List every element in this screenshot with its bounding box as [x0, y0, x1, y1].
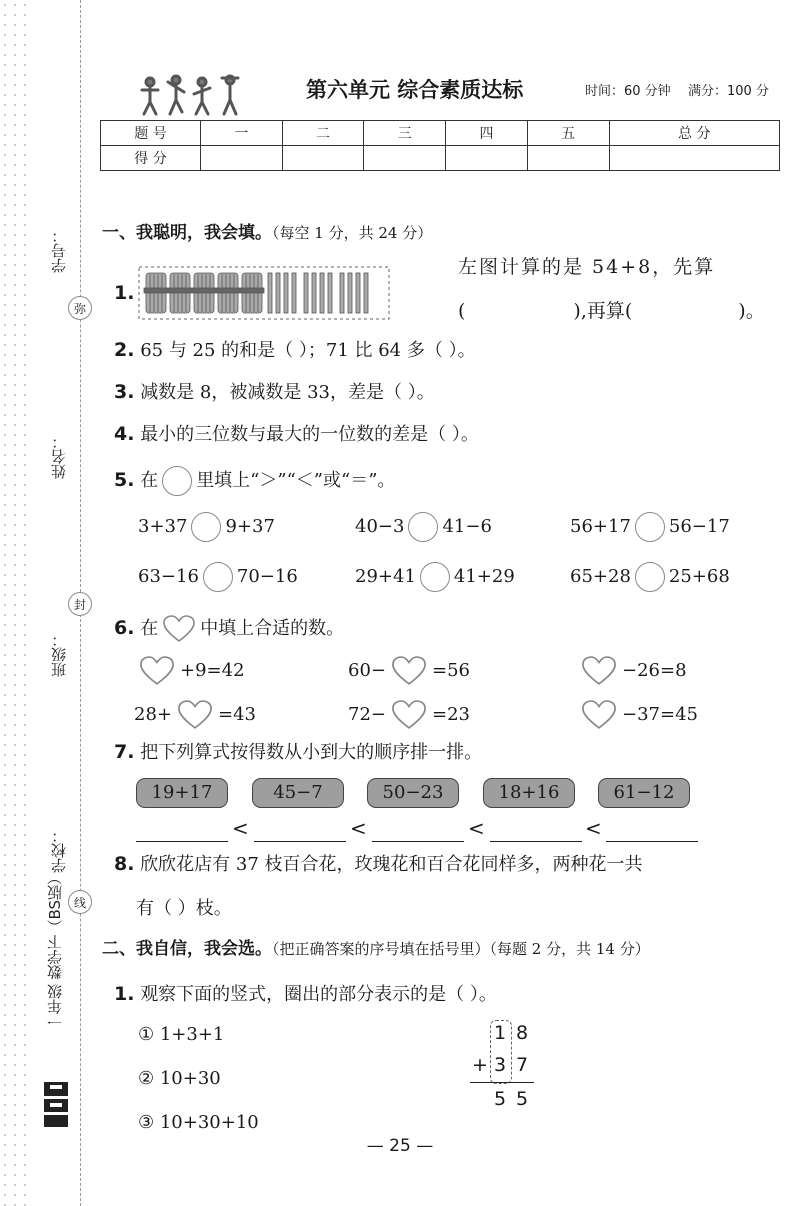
order-blank[interactable] [372, 840, 464, 842]
compare-circle-icon [162, 466, 192, 496]
compare-item: 56+17 56−17 [570, 512, 730, 542]
score-table-header: 四 [446, 121, 528, 146]
score-cell[interactable] [201, 146, 283, 171]
score-table-header: 总 分 [609, 121, 779, 146]
score-row-label: 得 分 [101, 146, 201, 171]
heart-answer-icon[interactable] [580, 656, 618, 686]
vertical-digit: 8 [516, 1022, 529, 1044]
score-table-score-row [101, 146, 780, 171]
order-blank[interactable] [490, 840, 582, 842]
class-label: 班级： [50, 632, 68, 677]
compare-answer-circle[interactable] [635, 512, 665, 542]
fill-heart-item: +9=42 [134, 656, 245, 686]
kids-decoration-icon [138, 74, 250, 118]
question-2-1: 1. 观察下面的竖式，圈出的部分表示的是（ ）。 [114, 983, 497, 1005]
compare-item: 40−3 41−6 [355, 512, 492, 542]
student-id-label: 学号： [50, 228, 68, 273]
compare-item: 63−16 70−16 [138, 562, 298, 592]
fill-heart-item: 60− =56 [348, 656, 470, 686]
compare-answer-circle[interactable] [420, 562, 450, 592]
compare-answer-circle[interactable] [203, 562, 233, 592]
heart-answer-icon[interactable] [390, 700, 428, 730]
less-than-sign: < [232, 816, 249, 840]
heart-answer-icon[interactable] [176, 700, 214, 730]
compare-answer-circle[interactable] [408, 512, 438, 542]
school-label: 学校： [50, 828, 68, 873]
compare-answer-circle[interactable] [191, 512, 221, 542]
fill-heart-item: −26=8 [576, 656, 687, 686]
expression-card: 50−23 [367, 778, 459, 808]
score-cell[interactable] [364, 146, 446, 171]
question-1-8-line2: 有（ ）枝。 [136, 898, 232, 919]
compare-answer-circle[interactable] [635, 562, 665, 592]
expression-card: 45−7 [252, 778, 344, 808]
compare-item: 65+28 25+68 [570, 562, 730, 592]
heart-answer-icon[interactable] [390, 656, 428, 686]
page-number: — 25 — [366, 1136, 434, 1156]
name-label: 姓名： [50, 434, 68, 479]
score-table-header: 二 [282, 121, 364, 146]
heart-answer-icon[interactable] [138, 656, 176, 686]
section-2-title: 二、我自信，我会选。 [102, 939, 272, 959]
choice-option-3[interactable]: ③ 10+30+10 [138, 1112, 259, 1133]
score-cell[interactable] [282, 146, 364, 171]
page-title: 第六单元 综合素质达标 [306, 78, 524, 102]
question-1-3: 3. 减数是 8，被减数是 33，差是（ ）。 [114, 381, 435, 403]
question-1-1-text-line2: ( ),再算( )。 [458, 300, 765, 322]
book-label: 一年级 数学下（BS版） [46, 870, 64, 1030]
score-table-header: 题 号 [101, 121, 201, 146]
score-table-header-row [101, 121, 780, 146]
vertical-digit: 1 [494, 1022, 507, 1044]
vertical-digit: 5 [516, 1088, 529, 1110]
question-1-2: 2. 65 与 25 的和是（ ）；71 比 64 多（ ）。 [114, 339, 476, 361]
question-1-6: 6. 在 中填上合适的数。 [114, 614, 344, 643]
section-2-heading [102, 934, 650, 959]
question-1-1-text-line1: 左图计算的是 54+8，先算 [458, 256, 716, 278]
less-than-sign: < [585, 816, 602, 840]
section-1-note: （每空 1 分，共 24 分） [272, 224, 433, 242]
seal-mark-xian: 线 [68, 890, 92, 914]
vertical-digit: 7 [516, 1054, 529, 1076]
score-cell[interactable] [609, 146, 779, 171]
order-blank[interactable] [136, 840, 228, 842]
vertical-plus-sign: + [472, 1054, 488, 1076]
choice-option-1[interactable]: ① 1+3+1 [138, 1024, 225, 1045]
score-table-header: 一 [201, 121, 283, 146]
score-cell[interactable] [527, 146, 609, 171]
less-than-sign: < [350, 816, 367, 840]
section-1-heading [102, 218, 432, 243]
margin-dot-pattern [0, 0, 30, 1206]
score-table-header: 三 [364, 121, 446, 146]
heart-answer-icon[interactable] [580, 700, 618, 730]
vertical-sum-line [470, 1082, 534, 1083]
score-table [100, 120, 780, 171]
expression-card: 61−12 [598, 778, 690, 808]
section-1-title: 一、我聪明，我会填。 [102, 223, 272, 243]
compare-item: 3+37 9+37 [138, 512, 275, 542]
score-cell[interactable] [446, 146, 528, 171]
expression-card: 19+17 [136, 778, 228, 808]
vertical-digit: 5 [494, 1088, 507, 1110]
question-1-5: 5. 在 里填上“＞”“＜”或“＝”。 [114, 466, 395, 496]
vertical-digit: 3 [494, 1054, 507, 1076]
question-1-8: 8. 欣欣花店有 37 枝百合花，玫瑰花和百合花同样多，两种花一共 [114, 853, 643, 875]
fill-heart-item: 72− =23 [348, 700, 470, 730]
section-2-note: （把正确答案的序号填在括号里）（每题 2 分，共 14 分） [272, 940, 650, 958]
seal-mark-feng: 封 [68, 592, 92, 616]
time-limit: 时间：60 分钟 [585, 84, 671, 99]
question-1-1-number: 1. [114, 282, 135, 304]
fill-heart-item: −37=45 [576, 700, 698, 730]
seal-mark-mi: 弥 [68, 296, 92, 320]
order-blank[interactable] [254, 840, 346, 842]
fill-heart-item: 28+ =43 [134, 700, 256, 730]
heart-icon [162, 615, 196, 643]
compare-item: 29+41 41+29 [355, 562, 515, 592]
order-blank[interactable] [606, 840, 698, 842]
choice-option-2[interactable]: ② 10+30 [138, 1068, 221, 1089]
sticks-bundles-icon [138, 266, 390, 320]
question-1-7: 7. 把下列算式按得数从小到大的顺序排一排。 [114, 741, 483, 763]
question-1-4: 4. 最小的三位数与最大的一位数的差是（ ）。 [114, 423, 479, 445]
score-table-header: 五 [527, 121, 609, 146]
expression-card: 18+16 [483, 778, 575, 808]
less-than-sign: < [468, 816, 485, 840]
full-score: 满分：100 分 [688, 84, 769, 99]
brand-logo [40, 1080, 72, 1130]
